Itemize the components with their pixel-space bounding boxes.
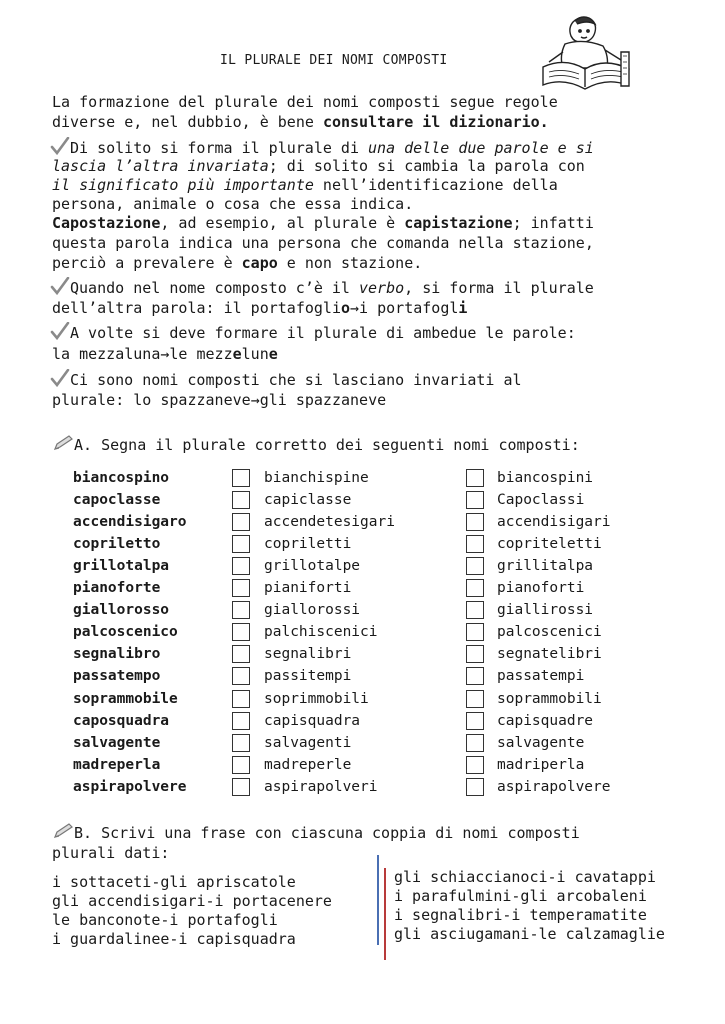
option-2-checkbox[interactable] [466, 557, 484, 575]
option-1-checkbox[interactable] [232, 491, 250, 509]
exercise-row [0, 666, 725, 688]
option-1-label: giallorossi [264, 602, 361, 618]
option-1-checkbox[interactable] [232, 469, 250, 487]
pencil-icon [52, 822, 74, 840]
rule1-line-4: persona, animale o cosa che essa indica. [52, 195, 414, 213]
rule1-line-3: il significato più importante nell’identificazione della [52, 176, 558, 194]
exercise-row [0, 490, 725, 512]
checkmark-icon [50, 277, 70, 295]
option-2-checkbox[interactable] [466, 690, 484, 708]
pair-item: i parafulmini-gli arcobaleni [394, 887, 647, 905]
compound-noun: passatempo [73, 668, 161, 684]
option-2-label: madriperla [497, 757, 585, 773]
option-1-label: bianchispine [264, 470, 369, 486]
exercise-row [0, 711, 725, 733]
compound-noun: salvagente [73, 735, 161, 751]
compound-noun: segnalibro [73, 646, 161, 662]
option-2-checkbox[interactable] [466, 645, 484, 663]
option-1-checkbox[interactable] [232, 690, 250, 708]
exercise-row [0, 556, 725, 578]
exercise-row [0, 777, 725, 799]
option-1-label: palchiscenici [264, 624, 378, 640]
rule4-line-1: Ci sono nomi composti che si lasciano invariati al [50, 369, 522, 390]
reading-boy-illustration [535, 12, 635, 94]
rule1-line-5: Capostazione, ad esempio, al plurale è capistazione; infatti [52, 214, 594, 232]
option-1-checkbox[interactable] [232, 579, 250, 597]
option-2-label: grillitalpa [497, 558, 594, 574]
option-2-checkbox[interactable] [466, 623, 484, 641]
pairs-right [394, 868, 665, 944]
exercise-b-prompt-1: B. Scrivi una frase con ciascuna coppia di nomi composti [52, 822, 580, 843]
rule2-line-2: dell’altra parola: il portafoglio→i portafogli [52, 299, 468, 317]
option-2-checkbox[interactable] [466, 579, 484, 597]
page-title: IL PLURALE DEI NOMI COMPOSTI [220, 53, 448, 68]
compound-noun: biancospino [73, 470, 170, 486]
exercise-row [0, 644, 725, 666]
compound-noun: soprammobile [73, 691, 178, 707]
compound-noun: madreperla [73, 757, 161, 773]
option-2-checkbox[interactable] [466, 601, 484, 619]
rule1-line-7: perciò a prevalere è capo e non stazione. [52, 254, 423, 272]
option-2-checkbox[interactable] [466, 756, 484, 774]
exercise-row [0, 622, 725, 644]
option-1-checkbox[interactable] [232, 645, 250, 663]
option-1-checkbox[interactable] [232, 601, 250, 619]
option-1-label: salvagenti [264, 735, 352, 751]
compound-noun: pianoforte [73, 580, 161, 596]
option-1-checkbox[interactable] [232, 756, 250, 774]
option-2-checkbox[interactable] [466, 469, 484, 487]
rule2-line-1: Quando nel nome composto c’è il verbo, si forma il plurale [50, 277, 594, 298]
option-2-label: capisquadre [497, 713, 594, 729]
option-1-label: segnalibri [264, 646, 352, 662]
pencil-icon [52, 434, 74, 452]
compound-noun: caposquadra [73, 713, 170, 729]
intro-line-1: La formazione del plurale dei nomi composti segue regole [52, 93, 558, 111]
option-2-label: copriteletti [497, 536, 602, 552]
option-1-label: madreperle [264, 757, 352, 773]
option-2-label: palcoscenici [497, 624, 602, 640]
intro-line-2: diverse e, nel dubbio, è bene consultare il dizionario. [52, 113, 549, 131]
option-1-label: capiclasse [264, 492, 352, 508]
option-2-label: biancospini [497, 470, 594, 486]
option-1-label: accendetesigari [264, 514, 395, 530]
exercise-row [0, 600, 725, 622]
option-2-label: accendisigari [497, 514, 611, 530]
exercise-row [0, 578, 725, 600]
option-2-label: passatempi [497, 668, 585, 684]
rule3-line-2: la mezzaluna→le mezzelune [52, 345, 278, 363]
exercise-row [0, 512, 725, 534]
checkmark-icon [50, 137, 70, 155]
compound-noun: capoclasse [73, 492, 161, 508]
option-2-checkbox[interactable] [466, 535, 484, 553]
option-2-label: pianoforti [497, 580, 585, 596]
pair-item: i sottaceti-gli apriscatole [52, 873, 296, 891]
option-1-checkbox[interactable] [232, 623, 250, 641]
exercise-row [0, 755, 725, 777]
option-1-checkbox[interactable] [232, 667, 250, 685]
option-2-label: giallirossi [497, 602, 594, 618]
option-2-checkbox[interactable] [466, 491, 484, 509]
option-1-label: pianiforti [264, 580, 352, 596]
pair-item: gli schiaccianoci-i cavatappi [394, 868, 656, 886]
option-2-checkbox[interactable] [466, 667, 484, 685]
pair-item: gli accendisigari-i portacenere [52, 892, 332, 910]
option-1-checkbox[interactable] [232, 513, 250, 531]
checkmark-icon [50, 322, 70, 340]
option-2-label: aspirapolvere [497, 779, 611, 795]
rule4-line-2: plurale: lo spazzaneve→gli spazzaneve [52, 391, 387, 409]
option-1-checkbox[interactable] [232, 557, 250, 575]
pair-item: gli asciugamani-le calzamaglie [394, 925, 665, 943]
compound-noun: giallorosso [73, 602, 170, 618]
option-2-checkbox[interactable] [466, 734, 484, 752]
rule1-line-2: lascia l’altra invariata; di solito si cambia la parola con [52, 157, 585, 175]
exercise-a-prompt: A. Segna il plurale corretto dei seguenti nomi composti: [52, 434, 580, 455]
option-2-label: soprammobili [497, 691, 602, 707]
compound-noun: copriletto [73, 536, 161, 552]
pair-item: i guardalinee-i capisquadra [52, 930, 296, 948]
compound-noun: aspirapolvere [73, 779, 187, 795]
option-1-label: grillotalpe [264, 558, 361, 574]
option-2-label: segnatelibri [497, 646, 602, 662]
option-1-label: capisquadra [264, 713, 361, 729]
rule1-line-6: questa parola indica una persona che comanda nella stazione, [52, 234, 594, 252]
option-1-checkbox[interactable] [232, 535, 250, 553]
divider-blue [377, 855, 379, 945]
rule3-line-1: A volte si deve formare il plurale di ambedue le parole: [50, 322, 576, 343]
option-1-label: passitempi [264, 668, 352, 684]
option-2-checkbox[interactable] [466, 778, 484, 796]
compound-noun: accendisigaro [73, 514, 187, 530]
option-1-checkbox[interactable] [232, 712, 250, 730]
divider-red [384, 868, 386, 960]
exercise-row [0, 689, 725, 711]
option-1-label: copriletti [264, 536, 352, 552]
option-2-checkbox[interactable] [466, 712, 484, 730]
option-1-label: aspirapolveri [264, 779, 378, 795]
exercise-row [0, 534, 725, 556]
compound-noun: palcoscenico [73, 624, 178, 640]
option-1-label: soprimmobili [264, 691, 369, 707]
checkmark-icon [50, 369, 70, 387]
option-1-checkbox[interactable] [232, 734, 250, 752]
exercise-row [0, 733, 725, 755]
option-2-checkbox[interactable] [466, 513, 484, 531]
option-2-label: Capoclassi [497, 492, 585, 508]
compound-noun: grillotalpa [73, 558, 170, 574]
option-1-checkbox[interactable] [232, 778, 250, 796]
pairs-left [52, 873, 332, 949]
exercise-b-prompt-2: plurali dati: [52, 844, 170, 862]
option-2-label: salvagente [497, 735, 585, 751]
pair-item: i segnalibri-i temperamatite [394, 906, 647, 924]
rule1-line-1: Di solito si forma il plurale di una delle due parole e si [50, 137, 594, 158]
exercise-row [0, 468, 725, 490]
pair-item: le banconote-i portafogli [52, 911, 278, 929]
